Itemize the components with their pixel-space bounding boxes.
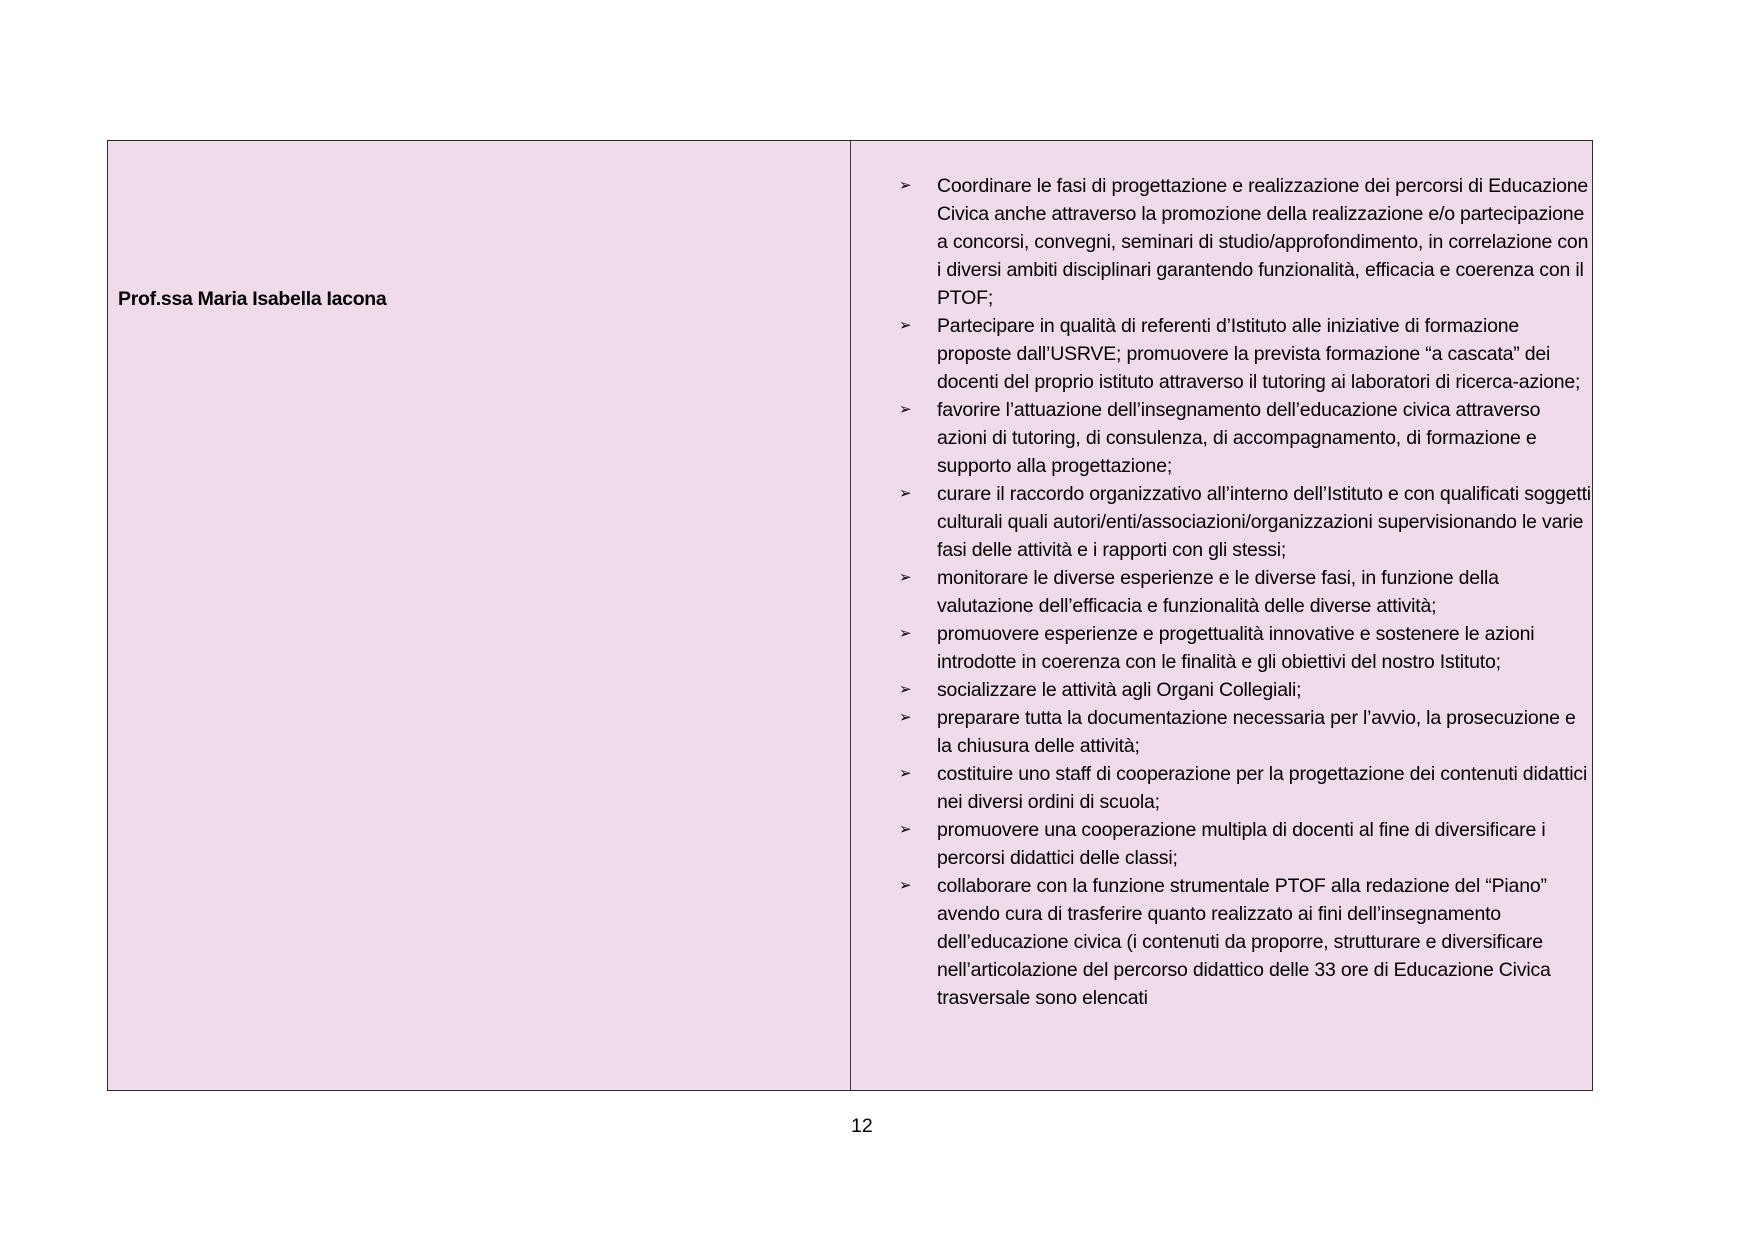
duty-text: socializzare le attività agli Organi Collegiali; bbox=[937, 679, 1302, 701]
arrowhead-bullet-icon: ➢ bbox=[899, 709, 912, 726]
duty-item bbox=[851, 564, 1592, 620]
arrowhead-bullet-icon: ➢ bbox=[899, 317, 912, 334]
arrowhead-bullet-icon: ➢ bbox=[899, 681, 912, 698]
duty-text: monitorare le diverse esperienze e le diverse fasi, in funzione della valutazione dell’efficacia e funzionalità delle diverse attività; bbox=[937, 567, 1499, 617]
duty-item bbox=[851, 312, 1592, 396]
arrowhead-bullet-icon: ➢ bbox=[899, 569, 912, 586]
duties-cell bbox=[851, 141, 1592, 1090]
arrowhead-bullet-icon: ➢ bbox=[899, 401, 912, 418]
duties-list bbox=[851, 172, 1592, 1012]
duty-text: collaborare con la funzione strumentale PTOF alla redazione del “Piano” avendo cura di trasferire quanto realizzato ai fini dell’insegnamento dell’educazione civica (i contenuti da proporre, strutturare e diversificare nell’articolazione del percorso didattico delle 33 ore di Educazione Civica trasversale sono elencati bbox=[937, 875, 1551, 1009]
duty-text: Coordinare le fasi di progettazione e realizzazione dei percorsi di Educazione Civica anche attraverso la promozione della realizzazione e/o partecipazione a concorsi, convegni, seminari di studio/approfondimento, in correlazione con i diversi ambiti disciplinari garantendo funzionalità, efficacia e coerenza con il PTOF; bbox=[937, 175, 1589, 309]
teacher-name: Prof.ssa Maria Isabella Iacona bbox=[118, 288, 387, 310]
duty-item bbox=[851, 704, 1592, 760]
duty-text: curare il raccordo organizzativo all’interno dell’Istituto e con qualificati soggetti culturali quali autori/enti/associazioni/organizzazioni supervisionando le varie fasi delle attività e i rapporti con gli stessi; bbox=[937, 483, 1591, 561]
arrowhead-bullet-icon: ➢ bbox=[899, 485, 912, 502]
duty-text: Partecipare in qualità di referenti d’Istituto alle iniziative di formazione proposte dall’USRVE; promuovere la prevista formazione “a cascata” dei docenti del proprio istituto attraverso il tutoring ai laboratori di ricerca-azione; bbox=[937, 315, 1581, 393]
duty-text: preparare tutta la documentazione necessaria per l’avvio, la prosecuzione e la chiusura delle attività; bbox=[937, 707, 1576, 757]
duty-item bbox=[851, 872, 1592, 1012]
duty-item bbox=[851, 760, 1592, 816]
duty-text: favorire l’attuazione dell’insegnamento dell’educazione civica attraverso azioni di tutoring, di consulenza, di accompagnamento, di formazione e supporto alla progettazione; bbox=[937, 399, 1541, 477]
arrowhead-bullet-icon: ➢ bbox=[899, 625, 912, 642]
duty-text: costituire uno staff di cooperazione per la progettazione dei contenuti didattici nei diversi ordini di scuola; bbox=[937, 763, 1588, 813]
duty-item bbox=[851, 816, 1592, 872]
duty-item bbox=[851, 172, 1592, 312]
name-cell bbox=[108, 141, 851, 1090]
duty-item bbox=[851, 676, 1592, 704]
duty-text: promuovere una cooperazione multipla di docenti al fine di diversificare i percorsi didattici delle classi; bbox=[937, 819, 1546, 869]
arrowhead-bullet-icon: ➢ bbox=[899, 821, 912, 838]
page-number: 12 bbox=[851, 1115, 873, 1137]
arrowhead-bullet-icon: ➢ bbox=[899, 177, 912, 194]
arrowhead-bullet-icon: ➢ bbox=[899, 877, 912, 894]
duty-item bbox=[851, 620, 1592, 676]
assignment-table bbox=[107, 140, 1593, 1091]
duty-item bbox=[851, 480, 1592, 564]
arrowhead-bullet-icon: ➢ bbox=[899, 765, 912, 782]
duty-text: promuovere esperienze e progettualità innovative e sostenere le azioni introdotte in coerenza con le finalità e gli obiettivi del nostro Istituto; bbox=[937, 623, 1535, 673]
duty-item bbox=[851, 396, 1592, 480]
